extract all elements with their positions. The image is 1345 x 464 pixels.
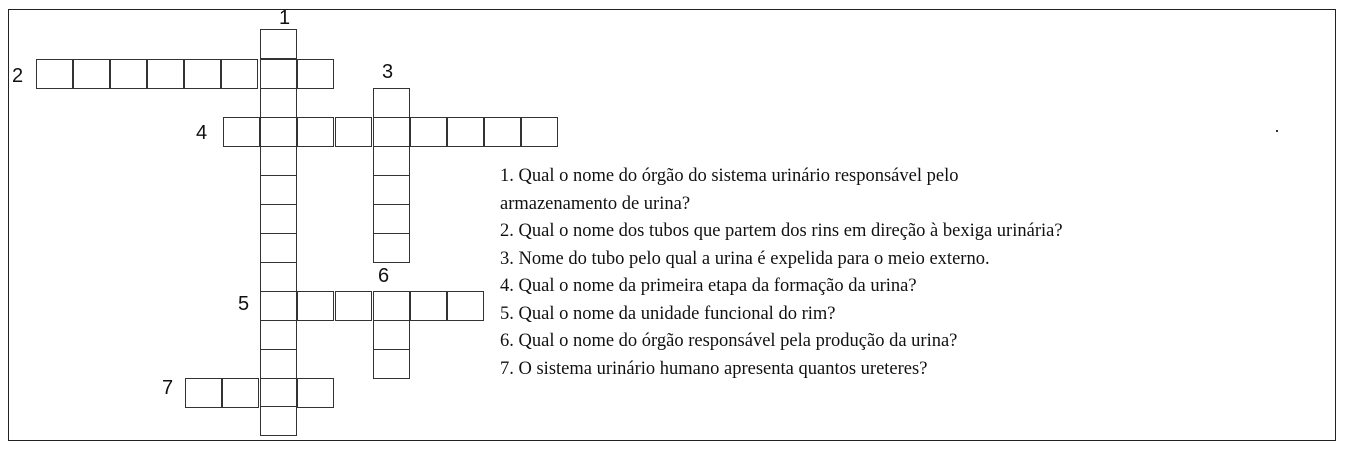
word-2-cell[interactable] [36,59,73,89]
word-1-cell[interactable] [260,59,297,89]
word-1-cell[interactable] [260,117,297,147]
word-2-cell[interactable] [184,59,221,89]
word-2-cell[interactable] [297,59,334,89]
word-1-cell[interactable] [260,320,297,350]
word-1-cell[interactable] [260,233,297,263]
word-3-cell[interactable] [373,175,410,205]
word-2-cell[interactable] [221,59,258,89]
clue-6: 6. Qual o nome do órgão responsável pela produção da urina? [500,331,958,351]
clue-5: 5. Qual o nome da unidade funcional do rim? [500,303,836,324]
clue-1-line-2: armazenamento de urina? [500,193,691,214]
clue-4: 4. Qual o nome da primeira etapa da formação da urina? [500,276,917,296]
word-4-cell[interactable] [223,117,260,147]
word-number-4: 4 [196,122,208,144]
word-7-cell[interactable] [297,378,334,408]
word-4-cell[interactable] [521,117,558,147]
word-1-cell[interactable] [260,175,297,205]
word-5-cell[interactable] [335,291,372,321]
word-3-cell[interactable] [373,88,410,118]
word-7-cell[interactable] [185,378,222,408]
word-4-cell[interactable] [410,117,447,147]
word-1-cell[interactable] [260,204,297,234]
word-2-cell[interactable] [110,59,147,89]
clue-7: 7. O sistema urinário humano apresenta quantos ureteres? [500,358,928,379]
word-number-2: 2 [12,65,24,87]
word-1-cell[interactable] [260,406,297,436]
word-1-cell[interactable] [260,262,297,292]
word-5-cell[interactable] [373,291,410,321]
word-number-1: 1 [279,9,291,29]
word-4-cell[interactable] [297,117,334,147]
word-2-cell[interactable] [147,59,184,89]
word-3-cell[interactable] [373,117,410,147]
word-4-cell[interactable] [447,117,484,147]
crossword-frame [8,9,1336,441]
word-3-cell[interactable] [373,146,410,176]
word-5-cell[interactable] [447,291,484,321]
word-number-3: 3 [382,61,394,83]
word-3-cell[interactable] [373,204,410,234]
word-number-7: 7 [162,377,174,399]
word-4-cell[interactable] [484,117,521,147]
word-6-cell[interactable] [373,320,410,350]
word-2-cell[interactable] [73,59,110,89]
clue-2: 2. Qual o nome dos tubos que partem dos rins em direção à bexiga urinária? [500,221,1063,241]
word-3-cell[interactable] [373,233,410,263]
word-1-cell[interactable] [260,146,297,176]
word-5-cell[interactable] [297,291,334,321]
clue-3: 3. Nome do tubo pelo qual a urina é expelida para o meio externo. [500,248,990,269]
word-1-cell[interactable] [260,29,297,59]
word-number-5: 5 [238,293,250,315]
word-1-cell[interactable] [260,378,297,408]
word-7-cell[interactable] [222,378,259,408]
word-4-cell[interactable] [335,117,372,147]
word-1-cell[interactable] [260,349,297,379]
word-1-cell[interactable] [260,291,297,321]
clue-1-line-1: 1. Qual o nome do órgão do sistema urinário responsável pelo [500,166,959,186]
word-1-cell[interactable] [260,88,297,118]
word-number-6: 6 [378,265,390,287]
word-5-cell[interactable] [410,291,447,321]
clues-list [500,163,1336,383]
word-6-cell[interactable] [373,349,410,379]
stray-dot [1276,130,1278,132]
